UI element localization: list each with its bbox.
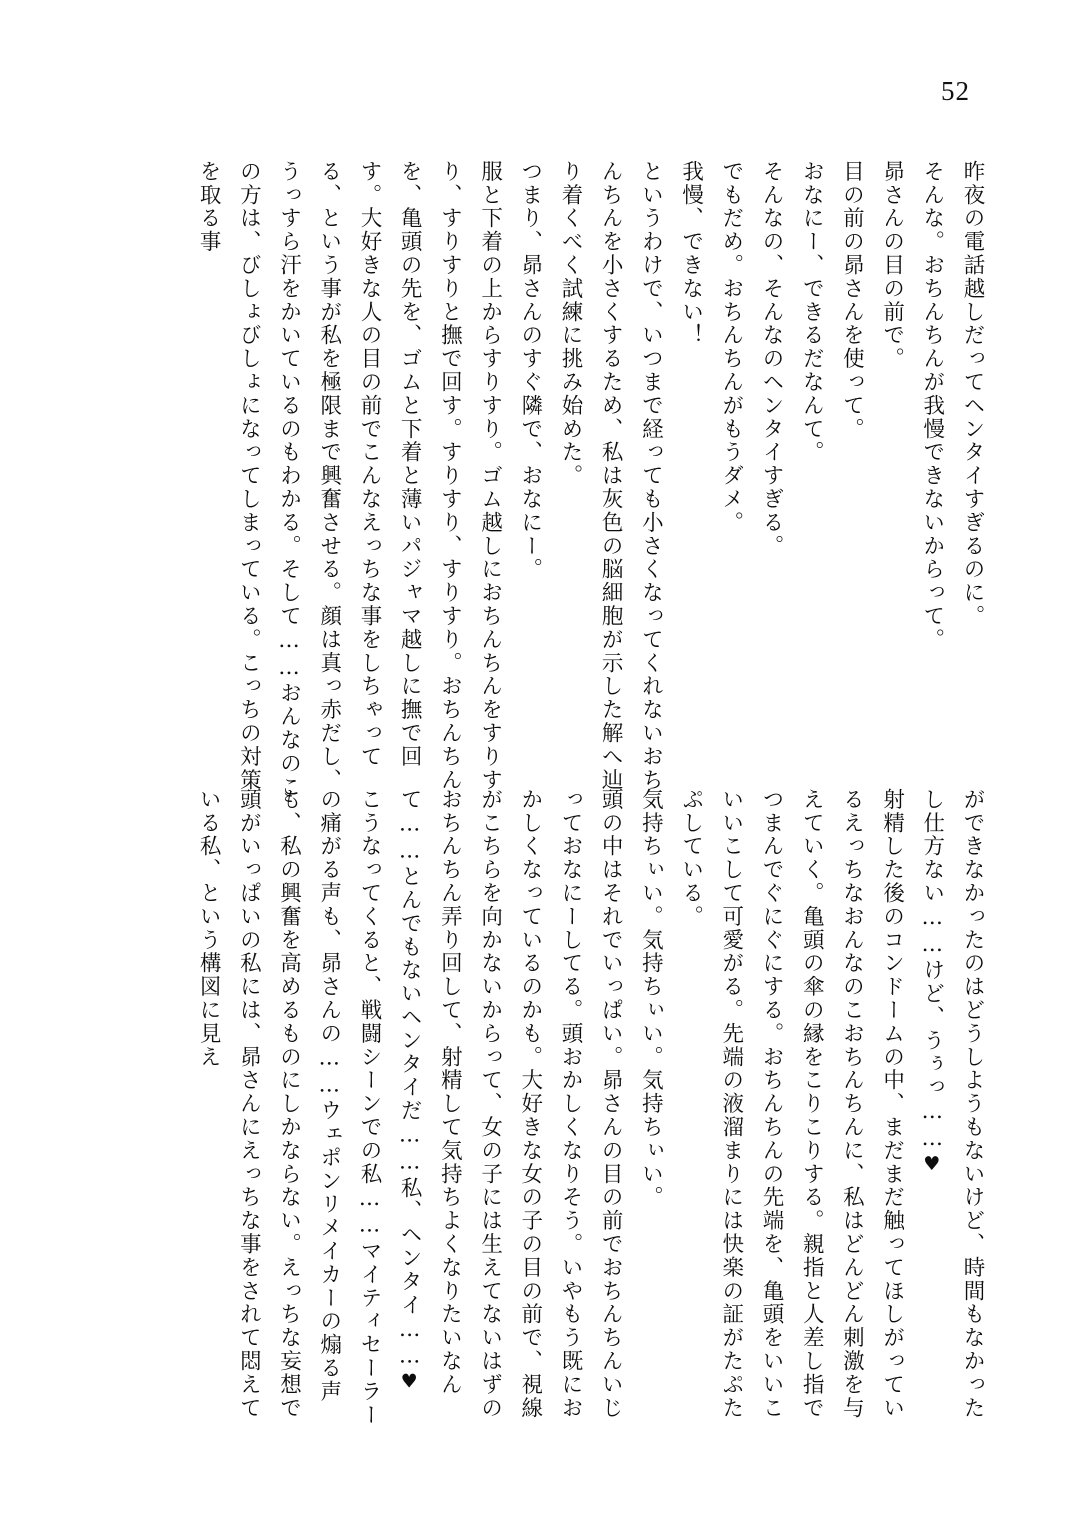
lower-paragraph: ができなかったのはどうしようもないけど、時間もなかったし仕方ない……けど、うぅっ……♥ xyxy=(919,788,985,1420)
upper-paragraph: というわけで、いつまで経っても小さくなってくれないおちんちんを小さくするため、私は灰色の脳細胞が示した解へ辿り着くべく試練に挑み始めた。 xyxy=(557,160,664,792)
upper-paragraph: 目の前の昴さんを使って。 xyxy=(839,160,865,441)
lower-paragraph: 頭の中はそれでいっぱい。昴さんの目の前でおちんちんいじっておなにーしてる。頭おかしくなりそう。いやもう既におかしくなっているのかも。大好きな女の子の目の前で、視線がこちらを向かないからって、女の子には生えてないはずのおちんちん弄り回して、射精して気持ちよくなりたいなんて……とんでもないヘンタイだ……私、ヘンタイ……♥ xyxy=(397,788,624,1420)
upper-paragraph: そんな。おちんちんが我慢できないからって。 xyxy=(919,160,945,652)
upper-paragraph: でもだめ。おちんちんがもうダメ。 xyxy=(718,160,744,535)
upper-paragraph: 我慢、できない！ xyxy=(678,160,704,348)
page-number: 52 xyxy=(941,76,970,106)
body-text-lower-block xyxy=(192,788,992,1428)
upper-paragraph: 服と下着の上からすりすり。ゴム越しにおちんちんをすりすり、すりすりと撫で回す。すりすり、すりすり。おちんちんを、亀頭の先を、ゴムと下着と薄いパジャマ越しに撫で回す。大好きな人の目の前でこんなえっちな事をしちゃってる、という事が私を極限まで興奮させる。顔は真っ赤だし、うっすら汗をかいているのもわかる。そして……おんなのこの方は、びしょびしょになってしまっている。こっちの対策を取る事 xyxy=(196,160,503,799)
upper-paragraph: つまり、昴さんのすぐ隣で、おなにー。 xyxy=(517,160,543,582)
upper-paragraph: 昨夜の電話越しだってヘンタイすぎるのに。 xyxy=(960,160,985,628)
lower-paragraph: 射精した後のコンドームの中、まだまだ触ってほしがっているえっちなおんなのこおちんちんに、私はどんどん刺激を与えていく。亀頭の傘の縁をこりこりする。親指と人差し指でつまんでぐにぐにする。おちんちんの先端を、亀頭をいいこいいこして可愛がる。先端の液溜まりには快楽の証がたぷたぷしている。 xyxy=(678,788,905,1420)
heart-icon: ♥ xyxy=(920,1153,943,1177)
upper-paragraph: 昴さんの目の前で。 xyxy=(879,160,905,371)
upper-paragraph: そんなの、そんなのヘンタイすぎる。 xyxy=(758,160,784,558)
heart-icon: ♥ xyxy=(398,1370,421,1395)
upper-paragraph: おなにー、できるだなんて。 xyxy=(799,160,825,465)
body-text-upper-block xyxy=(192,160,992,800)
lower-paragraph: こうなってくると、戦闘シーンでの私……マイティセーラーの痛がる声も、昴さんの……ウェポンリメイカーの煽る声も、私の興奮を高めるものにしかならない。えっちな妄想で頭がいっぱいの私には、昴さんにえっちな事をされて悶えている私、という構図に見え xyxy=(196,788,382,1427)
lower-paragraph: 気持ちぃい。気持ちぃい。気持ちぃい。 xyxy=(638,788,664,1210)
